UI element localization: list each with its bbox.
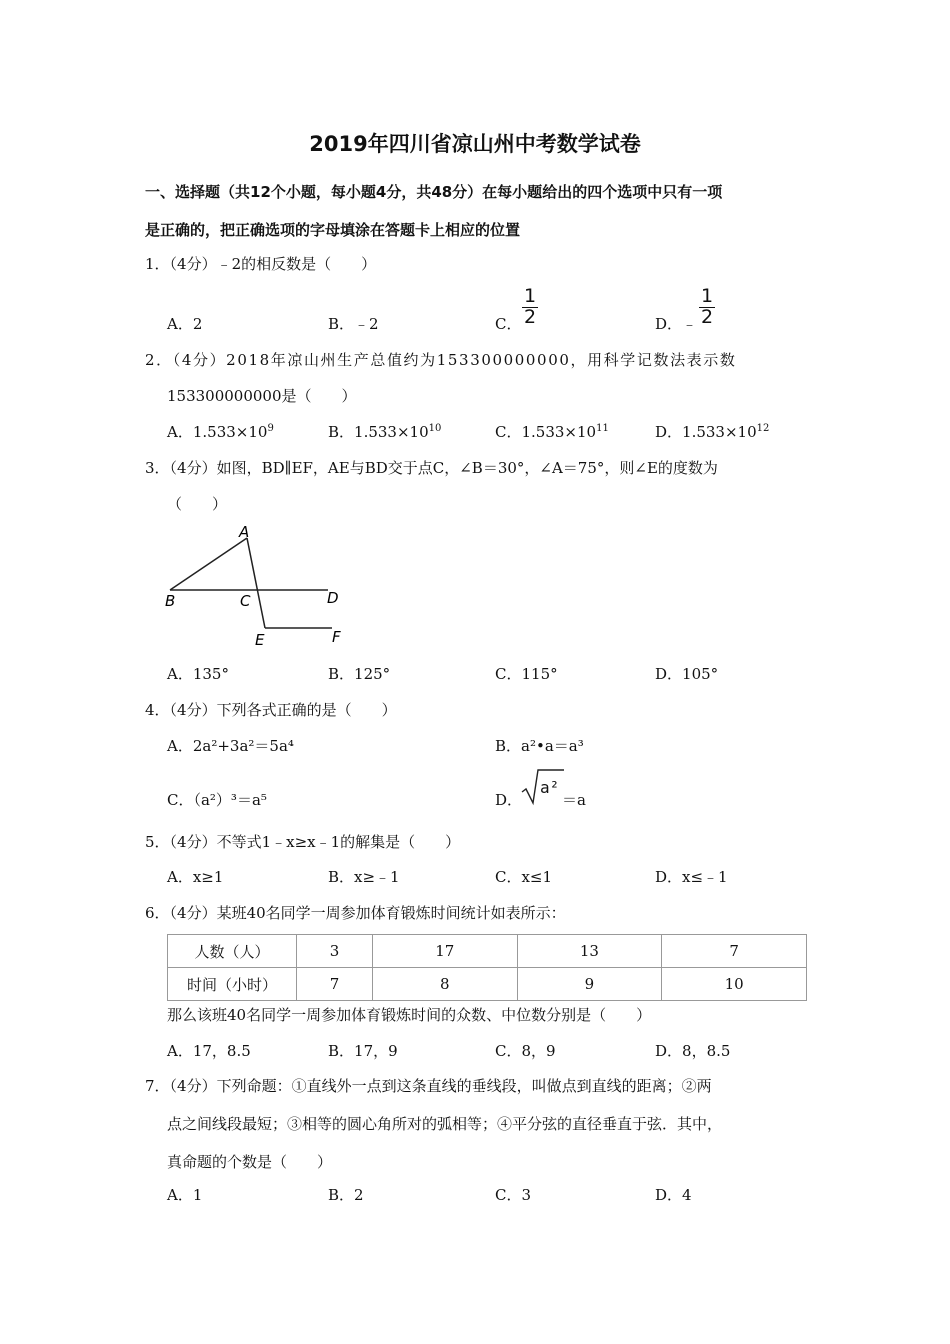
section-heading-line1: 一、选择题（共12个小题，每小题4分，共48分）在每小题给出的四个选项中只有一项 [145, 183, 723, 201]
label-b: B [165, 592, 176, 610]
q5-option-d: D．x≤﹣1 [655, 868, 728, 886]
q7-stem-line1: 7．（4分）下列命题：①直线外一点到这条直线的垂线段，叫做点到直线的距离；②两 [145, 1077, 712, 1095]
q6-option-c: C．8，9 [495, 1042, 556, 1060]
q2-stem-line1: 2．（4分）2018年凉山州生产总值约为153300000000，用科学记数法表示数 [145, 351, 737, 369]
segment-ba [170, 538, 247, 590]
q4-option-d-radicand: a² [540, 778, 560, 797]
q4-stem: 4．（4分）下列各式正确的是（ ） [145, 701, 397, 719]
label-f: F [332, 628, 341, 646]
table-cell: 7 [662, 935, 807, 968]
q1-stem: 1．（4分）﹣2的相反数是（ ） [145, 255, 377, 273]
q2-option-a [167, 422, 274, 442]
q6-option-b: B．17，9 [328, 1042, 398, 1060]
q2-option-b-exponent: 10 [428, 423, 442, 434]
q2-option-d-exponent: 12 [756, 423, 770, 434]
q1-option-c-denominator: 2 [523, 306, 537, 328]
q7-option-c: C．3 [495, 1186, 532, 1204]
q3-option-d: D．105° [655, 665, 719, 683]
table-cell: 13 [517, 935, 662, 968]
q6-stats-table [167, 934, 807, 1001]
section-heading-line2: 是正确的，把正确选项的字母填涂在答题卡上相应的位置 [145, 221, 521, 239]
q6-option-a: A．17，8.5 [167, 1042, 251, 1060]
q2-option-c-base: C．1.533×10 [495, 423, 597, 441]
q7-option-a: A．1 [167, 1186, 203, 1204]
table-cell: 3 [297, 935, 373, 968]
q2-option-d [655, 422, 769, 442]
q2-option-c-exponent: 11 [596, 423, 609, 434]
q1-option-d: D．﹣ [655, 315, 698, 333]
page-title: 2019年四川省凉山州中考数学试卷 [309, 132, 641, 156]
q1-option-c-numerator: 1 [523, 285, 537, 307]
q7-option-b: B．2 [328, 1186, 364, 1204]
label-a: A [239, 523, 250, 541]
q3-stem-line2: （ ） [167, 495, 228, 513]
q6-question: 那么该班40名同学一周参加体育锻炼时间的众数、中位数分别是（ ） [167, 1006, 652, 1024]
label-c: C [240, 592, 251, 610]
label-e: E [255, 631, 265, 649]
q3-option-a: A．135° [167, 665, 229, 683]
table-cell: 8 [372, 968, 517, 1001]
q2-option-b [328, 422, 441, 442]
q3-stem-line1: 3．（4分）如图，BD∥EF，AE与BD交于点C，∠B＝30°，∠A＝75°，则∠E的度数为 [145, 459, 718, 477]
q3-geometry-figure [160, 522, 360, 652]
q2-option-d-base: D．1.533×10 [655, 423, 757, 441]
q4-option-d-suffix: ＝a [562, 791, 586, 809]
q6-option-d: D．8，8.5 [655, 1042, 731, 1060]
q7-stem-line2: 点之间线段最短；③相等的圆心角所对的弧相等；④平分弦的直径垂直于弦．其中， [167, 1115, 723, 1133]
q5-option-a: A．x≥1 [167, 868, 224, 886]
table-cell: 7 [297, 968, 373, 1001]
q5-option-b: B．x≥﹣1 [328, 868, 400, 886]
label-d: D [327, 589, 339, 607]
table-row [168, 935, 807, 968]
table-cell: 9 [517, 968, 662, 1001]
q4-option-d-prefix: D． [495, 791, 523, 809]
q7-stem-line3: 真命题的个数是（ ） [167, 1153, 333, 1171]
q5-option-c: C．x≤1 [495, 868, 553, 886]
segment-ae [247, 538, 265, 628]
q2-option-a-exponent: 9 [267, 423, 274, 434]
q4-option-c: C．（a²）³＝a⁵ [167, 791, 267, 809]
q4-option-a: A．2a²+3a²＝5a⁴ [167, 737, 294, 755]
table-row [168, 968, 807, 1001]
q7-option-d: D．4 [655, 1186, 692, 1204]
q1-option-d-denominator: 2 [700, 306, 714, 328]
q2-option-c [495, 422, 609, 442]
q2-option-a-base: A．1.533×10 [167, 423, 268, 441]
q1-option-a: A．2 [167, 315, 203, 333]
q2-option-b-base: B．1.533×10 [328, 423, 429, 441]
table-cell: 17 [372, 935, 517, 968]
q1-option-b: B．﹣2 [328, 315, 379, 333]
q5-stem: 5．（4分）不等式1﹣x≥x﹣1的解集是（ ） [145, 833, 461, 851]
q4-option-b: B．a²•a＝a³ [495, 737, 584, 755]
q3-option-b: B．125° [328, 665, 391, 683]
q1-option-d-numerator: 1 [700, 285, 714, 307]
q1-option-c: C． [495, 315, 522, 333]
q6-stem: 6．（4分）某班40名同学一周参加体育锻炼时间统计如表所示： [145, 904, 566, 922]
table-cell: 10 [662, 968, 807, 1001]
table-cell: 人数（人） [168, 935, 297, 968]
table-cell: 时间（小时） [168, 968, 297, 1001]
q3-option-c: C．115° [495, 665, 558, 683]
q2-stem-line2: 153300000000是（ ） [167, 387, 357, 405]
